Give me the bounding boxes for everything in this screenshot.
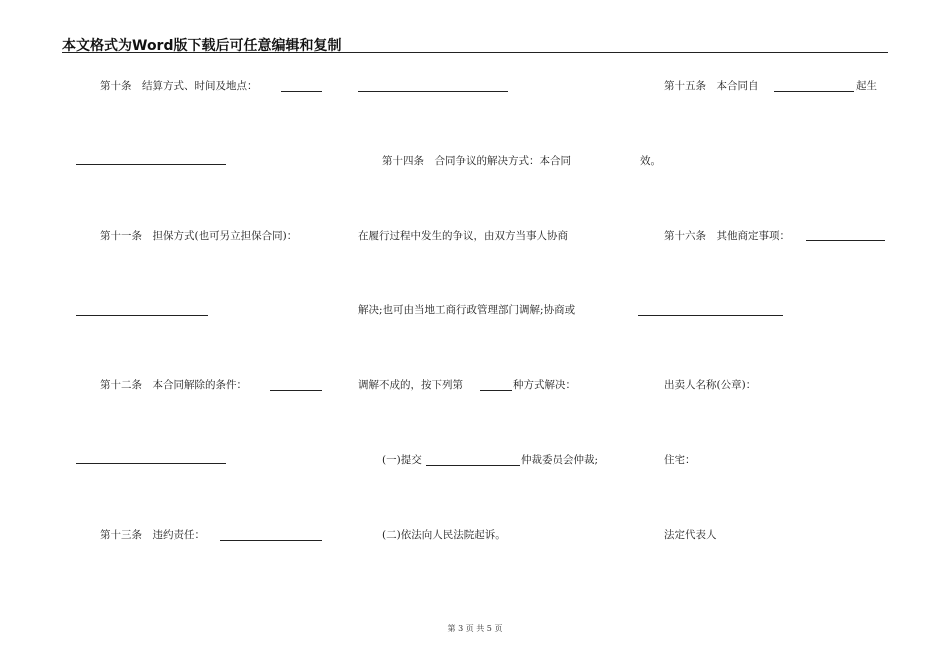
seller-name-label: 出卖人名称(公章)： [664, 379, 757, 391]
article-15-end: 效。 [640, 155, 661, 167]
article-14-line-3b: 种方式解决： [513, 379, 576, 391]
address-label: 住宅： [664, 454, 696, 466]
header-divider [62, 52, 888, 53]
article-10-blank-continued [358, 91, 508, 92]
legal-representative-label: 法定代表人 [664, 529, 717, 541]
article-13-blank-inline [220, 540, 322, 541]
article-14-line-2: 解决;也可由当地工商行政管理部门调解;协商或 [358, 304, 576, 316]
article-15-blank [774, 91, 854, 92]
article-14-option-blank [480, 390, 512, 391]
article-15-label: 第十五条 本合同自 [664, 80, 759, 92]
option-2-label: (二)依法向人民法院起诉。 [382, 529, 506, 541]
article-16-label: 第十六条 其他商定事项： [664, 230, 790, 242]
article-16-blank-inline [806, 240, 885, 241]
article-11-label: 第十一条 担保方式(也可另立担保合同)： [100, 230, 298, 242]
article-14-line-3a: 调解不成的，按下列第 [358, 379, 463, 391]
page-header-title: 本文格式为Word版下载后可任意编辑和复制 [62, 38, 342, 54]
article-10-label: 第十条 结算方式、时间及地点： [100, 80, 258, 92]
article-10-blank-inline [281, 91, 322, 92]
article-16-blank-line [638, 315, 783, 316]
article-11-blank-line [76, 315, 208, 316]
option-1-label: (一)提交 [382, 454, 422, 466]
article-14-label: 第十四条 合同争议的解决方式：本合同 [382, 155, 571, 167]
option-1-suffix: 仲裁委员会仲裁; [521, 454, 599, 466]
article-12-label: 第十二条 本合同解除的条件： [100, 379, 247, 391]
article-14-line-1: 在履行过程中发生的争议，由双方当事人协商 [358, 230, 568, 242]
article-12-blank-inline [270, 390, 322, 391]
article-15-suffix: 起生 [856, 80, 877, 92]
option-1-blank [426, 465, 520, 466]
article-13-label: 第十三条 违约责任： [100, 529, 205, 541]
article-12-blank-line [76, 463, 226, 464]
article-10-blank-line [76, 164, 226, 165]
page-number: 第 3 页 共 5 页 [447, 624, 503, 633]
